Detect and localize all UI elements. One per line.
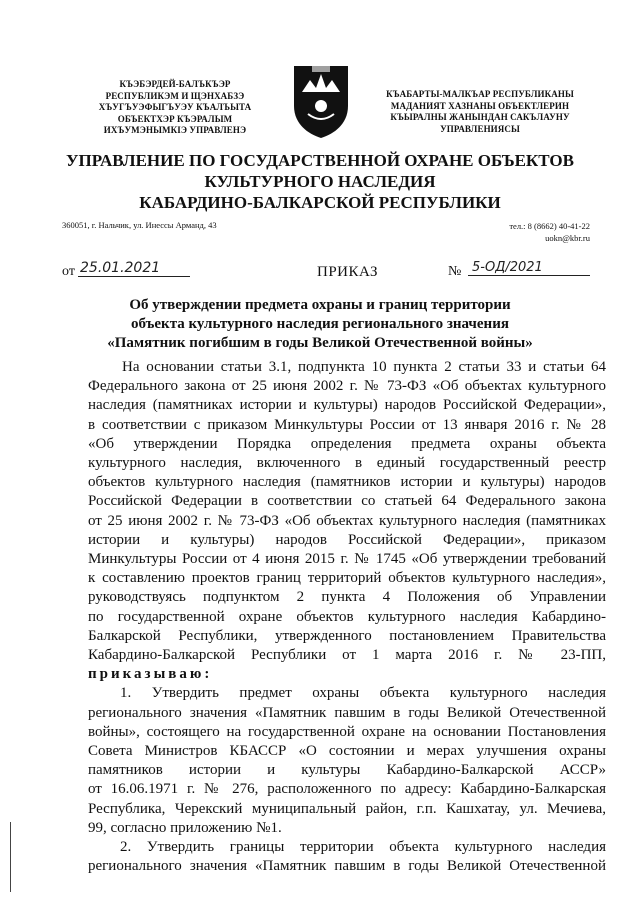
document-title bbox=[90, 296, 550, 353]
body-line: Минкультуры России от 4 июня 2015 г. № 1745 «Об утверждении требований bbox=[88, 551, 606, 568]
agency-phone: тел.: 8 (8662) 40-41-22 bbox=[509, 221, 590, 231]
agency-name-line: КУЛЬТУРНОГО НАСЛЕДИЯ bbox=[204, 172, 436, 191]
agency-name-line: КАБАРДИНО-БАЛКАРСКОЙ РЕСПУБЛИКИ bbox=[139, 193, 501, 212]
body-line: культурного наследия, включенного в единый государственный реестр bbox=[88, 455, 606, 472]
title-line: объекта культурного наследия регионального значения bbox=[131, 316, 509, 332]
body-line: наследия (памятниках истории и культуры) народов Российской Федерации», bbox=[88, 397, 606, 414]
date-prefix: от bbox=[62, 264, 75, 279]
title-line: Об утверждении предмета охраны и границ территории bbox=[129, 297, 511, 313]
header-left-line: РЕСПУБЛИКЭМ И ЩЭНХАБЗЭ bbox=[105, 90, 245, 101]
header-right-balkar bbox=[355, 89, 605, 135]
body-line: Балкарской Республики, утвержденного постановлением Правительства bbox=[88, 627, 606, 644]
body-line: в соответствии с приказом Минкультуры России от 13 января 2016 г. № 28 bbox=[88, 416, 606, 433]
body-line: Кабардино-Балкарской Республики от 1 марта 2016 г. № 23-ПП, bbox=[88, 647, 606, 664]
order-number: 5-ОД/2021 bbox=[468, 260, 590, 276]
agency-name-line: УПРАВЛЕНИЕ ПО ГОСУДАРСТВЕННОЙ ОХРАНЕ ОБЪЕКТОВ bbox=[66, 151, 574, 170]
body-line: «Об утверждении Порядка определения предмета охраны объекта bbox=[88, 435, 606, 452]
body-line: На основании статьи 3.1, подпункта 10 пункта 2 статьи 33 и статьи 64 bbox=[122, 359, 606, 375]
body-line: руководствуясь подпунктом 2 пункта 4 Положения об Управлении bbox=[88, 589, 606, 606]
body-line: 2. Утвердить границы территории объекта культурного наследия bbox=[120, 839, 606, 856]
body-line: Федерального закона от 25 июня 2002 г. № 73-ФЗ «Об объектах культурного bbox=[88, 378, 606, 395]
body-line: 99, согласно приложению №1. bbox=[88, 819, 282, 836]
body-line: от 25 июня 2002 г. № 73-ФЗ «Об объектах культурного наследия (памятниках bbox=[88, 512, 606, 529]
header-right-line: КЪЫРАЛНЫ ЖАНЫНДАН САКЪЛАУНУ bbox=[390, 112, 570, 122]
body-line: по государственной охране объектов культурного наследия Кабардино- bbox=[88, 608, 606, 625]
body-line: войны», состоящего на государственной охране на основании Постановления bbox=[88, 723, 606, 740]
header-right-line: УПРАВЛЕНИЯСЫ bbox=[440, 123, 520, 134]
body-line: объектов культурного наследия (памятников истории и культуры) народов bbox=[88, 474, 606, 491]
body-line: 1. Утвердить предмет охраны объекта культурного наследия bbox=[120, 685, 606, 702]
header-left-line: ХЪУГЪУЭФЫГЪУЭУ КЪАЛЪЫТА bbox=[98, 102, 252, 112]
body-line: к составлению проектов границ территорий объектов культурного наследия», bbox=[88, 570, 606, 587]
document-type: ПРИКАЗ bbox=[317, 264, 378, 280]
order-date: 25.01.2021 bbox=[78, 260, 190, 277]
agency-contacts bbox=[509, 220, 590, 244]
body-line: Республика, Черекский муниципальный район, г.п. Кашхатау, ул. Мечиева, bbox=[88, 800, 606, 817]
body-line: Совета Министров КБАССР «О состоянии и мерах улучшения охраны bbox=[88, 743, 606, 760]
scan-margin-line bbox=[10, 822, 11, 892]
body-line: регионального значения «Памятник павшим в годы Великой Отечественной bbox=[88, 704, 606, 721]
body-line: истории и культуры) народов Российской Федерации», приказом bbox=[88, 531, 606, 548]
header-right-line: КЪАБАРТЫ-МАЛКЪАР РЕСПУБЛИКАНЫ bbox=[386, 89, 574, 99]
agency-address: 360051, г. Нальчик, ул. Инессы Арманд, 43 bbox=[62, 220, 217, 230]
coat-of-arms-emblem bbox=[290, 62, 352, 140]
order-directive: приказываю: bbox=[88, 666, 213, 683]
agency-name bbox=[60, 150, 580, 213]
order-line bbox=[62, 262, 582, 282]
header-left-line: ИХЪУМЭНЫМКIЭ УПРАВЛЕНЭ bbox=[103, 125, 247, 135]
document-body bbox=[88, 358, 606, 876]
body-line: регионального значения «Памятник павшим в годы Великой Отечественной bbox=[88, 858, 606, 875]
body-line: памятников истории и культуры Кабардино-Балкарской АССР» bbox=[88, 762, 606, 779]
header-right-line: МАДАНИЯТ ХАЗНАНЫ ОБЪЕКТЛЕРИН bbox=[390, 100, 570, 111]
header-left-kabardian bbox=[80, 79, 270, 137]
body-line: Российской Федерации в соответствии со статьей 64 Федерального закона bbox=[88, 493, 606, 510]
title-line: «Памятник погибшим в годы Великой Отечественной войны» bbox=[107, 335, 533, 351]
header-left-line: ОБЪЕКТХЭР КЪЭРАЛЫМ bbox=[117, 113, 233, 124]
agency-email: uokn@kbr.ru bbox=[545, 233, 590, 243]
header-left-line: КЪЭБЭРДЕЙ-БАЛЪКЪЭР bbox=[119, 79, 231, 89]
number-sign: № bbox=[448, 264, 462, 279]
body-line: от 16.06.1971 г. № 276, расположенного по адресу: Кабардино-Балкарская bbox=[88, 781, 606, 798]
